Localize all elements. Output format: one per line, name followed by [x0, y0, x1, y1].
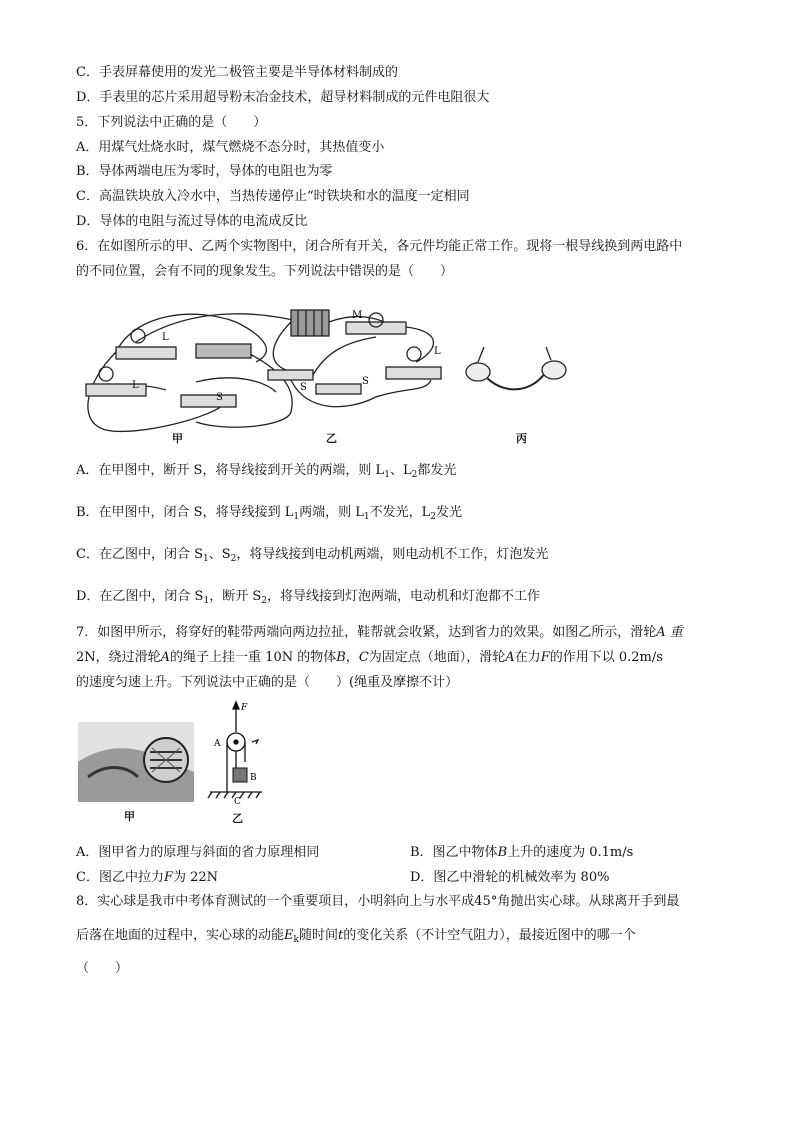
q6-option-d: D．在乙图中，闭合 $S_1$，断开 $S_2$，将导线接到灯泡两端，电动机和灯泡都不工作	[76, 589, 540, 606]
option-d-line: D．手表里的芯片采用超导粉末冶金技术，超导材料制成的元件电阻很大	[76, 90, 490, 105]
label-L2: L	[162, 332, 169, 343]
question-5: 5．下列说法中正确的是（ ）	[76, 115, 267, 130]
q5-option-c: C．高温铁块放入冷水中，当热传递停止“时铁块和水的温度一定相同	[76, 189, 470, 204]
label-L: L	[434, 346, 441, 357]
circuit-figure	[76, 292, 586, 444]
label-L1: L	[132, 380, 139, 391]
q7-option-b: B．图乙中物体B上升的速度为 0.1m/s	[410, 845, 634, 860]
pulley-diagram	[200, 700, 270, 810]
question-8-line2: 后落在地面的过程中，实心球的动能$E_k$随时间t的变化关系（不计空气阻力），最接近图中的哪一个	[76, 928, 636, 945]
label-M: M	[352, 310, 363, 321]
q6-option-c: C．在乙图中，闭合 $S_1$、$S_2$，将导线接到电动机两端，则电动机不工作，灯泡发光	[76, 547, 549, 564]
question-8-line1: 8．实心球是我市中考体育测试的一个重要项目，小明斜向上与水平成45°角抛出实心球。从球离开手到最	[76, 894, 680, 909]
q7-option-a: A．图甲省力的原理与斜面的省力原理相同	[76, 845, 320, 860]
q6-option-b: B．在甲图中，闭合 S，将导线接到 $L_1$两端，则 $L_1$不发光，$L_2$发光	[76, 505, 462, 522]
q7-option-c: C．图乙中拉力F为 22N	[76, 870, 219, 885]
question-7-line1: 7．如图甲所示，将穿好的鞋带两端向两边拉扯，鞋帮就会收紧，达到省力的效果。如图乙所示，滑轮A 重	[76, 625, 683, 640]
caption-bing: 丙	[516, 432, 527, 445]
caption-q7-jia: 甲	[124, 810, 135, 823]
question-7-line3: 的速度匀速上升。下列说法中正确的是（ ）(绳重及摩擦不计）	[76, 675, 459, 690]
label-S1: S	[300, 382, 307, 393]
pulley-label-F: F	[241, 703, 248, 713]
option-c-line: C．手表屏幕使用的发光二极管主要是半导体材料制成的	[76, 65, 398, 80]
question-6-line2: 的不同位置，会有不同的现象发生。下列说法中错误的是（ ）	[76, 264, 454, 279]
pulley-label-A: A	[214, 739, 221, 749]
label-S2: S	[362, 376, 369, 387]
label-S: S	[216, 392, 223, 403]
q7-option-d: D．图乙中滑轮的机械效率为 80%	[410, 870, 610, 885]
q6-option-a: A．在甲图中，断开 S，将导线接到开关的两端，则 $L_1$、$L_2$都发光	[76, 463, 457, 480]
caption-jia: 甲	[172, 432, 183, 445]
shoe-lace-photo	[78, 722, 194, 802]
question-8-line3: （ ）	[76, 961, 129, 976]
question-7-line2: 2N，绕过滑轮A的绳子上挂一重 10N 的物体B，C为固定点（地面），滑轮A在力F的作用下以 0.2m/s	[76, 650, 663, 665]
caption-q7-yi: 乙	[232, 812, 243, 825]
pulley-label-C: C	[234, 797, 241, 807]
caption-yi: 乙	[326, 432, 337, 445]
question-6-line1: 6．在如图所示的甲、乙两个实物图中，闭合所有开关，各元件均能正常工作。现将一根导线换到两电路中	[76, 239, 683, 254]
q5-option-a: A．用煤气灶烧水时，煤气燃烧不态分时，其热值变小	[76, 140, 385, 155]
q5-option-d: D．导体的电阻与流过导体的电流成反比	[76, 214, 308, 229]
q5-option-b: B．导体两端电压为零时，导体的电阻也为零	[76, 164, 333, 179]
pulley-label-B: B	[250, 773, 257, 783]
